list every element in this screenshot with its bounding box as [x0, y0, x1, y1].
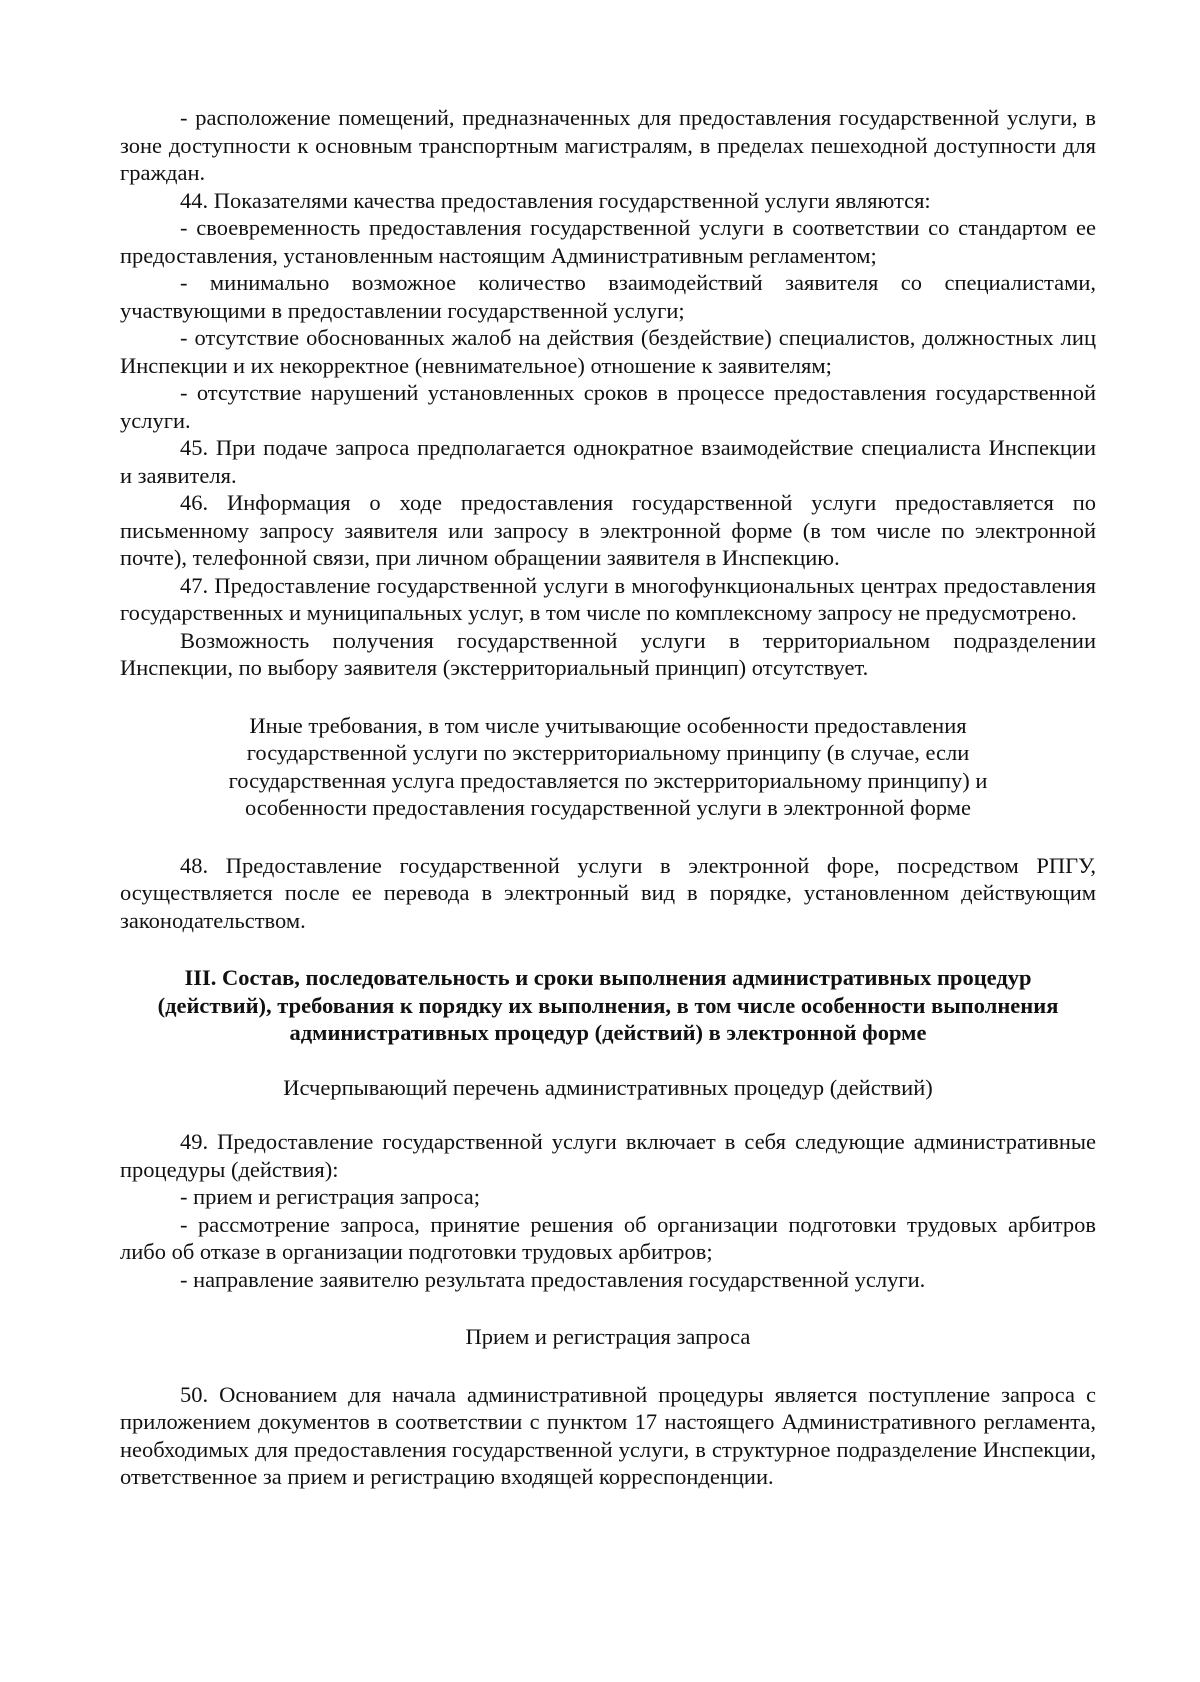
spacer	[120, 1351, 1096, 1381]
section-heading-line: III. Состав, последовательность и сроки выполнения административных процедур	[184, 965, 1032, 990]
spacer	[120, 934, 1096, 964]
spacer	[120, 1047, 1096, 1074]
paragraph: - прием и регистрация запроса;	[180, 1184, 481, 1209]
paragraph: - отсутствие нарушений установленных сроков в процессе предоставления государственной услуги.	[120, 380, 1096, 433]
subheading-other-requirements	[120, 712, 1096, 822]
subheading-line: особенности предоставления государственной услуги в электронной форме	[245, 795, 971, 820]
paragraph: - своевременность предоставления государственной услуги в соответствии со стандартом ее предоставления, установленным настоящим Административным регламентом;	[120, 215, 1096, 268]
section-heading-line: (действий), требования к порядку их выполнения, в том числе особенности выполнения	[157, 992, 1059, 1018]
subheading-line: государственной услуги по экстерриториальному принципу (в случае, если	[246, 740, 970, 765]
paragraph: 49. Предоставление государственной услуги включает в себя следующие административные процедуры (действия):	[120, 1129, 1096, 1182]
paragraph: - направление заявителю результата предоставления государственной услуги.	[180, 1266, 926, 1292]
paragraph: - отсутствие обоснованных жалоб на действия (бездействие) специалистов, должностных лиц Инспекции и их некорректное (невнимательное) отношение к заявителям;	[120, 325, 1096, 378]
subheading-procedures-list: Исчерпывающий перечень административных процедур (действий)	[283, 1074, 933, 1100]
paragraph: 46. Информация о ходе предоставления государственной услуги предоставляется по письменному запросу заявителя или запросу в электронной форме (в том числе по электронной почте), телефонной связи, при личном обращении заявителя в Инспекцию.	[120, 490, 1096, 570]
paragraph: - расположение помещений, предназначенных для предоставления государственной услуги, в зоне доступности к основным транспортным магистралям, в пределах пешеходной доступности для граждан.	[120, 105, 1096, 185]
section-heading-line: административных процедур (действий) в электронной форме	[289, 1020, 927, 1045]
paragraph: 44. Показателями качества предоставления государственной услуги являются:	[180, 187, 931, 213]
subheading-reception: Прием и регистрация запроса	[465, 1324, 751, 1349]
subheading-line: Иные требования, в том числе учитывающие особенности предоставления	[249, 712, 967, 738]
paragraph: Возможность получения государственной услуги в территориальном подразделении Инспекции, по выбору заявителя (экстерриториальный принцип) отсутствует.	[120, 627, 1096, 680]
spacer	[120, 1293, 1096, 1323]
subheading-line: государственная услуга предоставляется по экстерриториальному принципу) и	[228, 767, 988, 793]
paragraph-50: 50. Основанием для начала административной процедуры является поступление запроса с приложением документов в соответствии с пунктом 17 настоящего Административного регламента, необходимых для предоставления государственной услуги, в структурное подразделение Инспекции, ответственное за прием и регистрацию входящей корреспонденции.	[120, 1381, 1096, 1489]
paragraph: 47. Предоставление государственной услуги в многофункциональных центрах предоставления государственных и муниципальных услуг, в том числе по комплексному запросу не предусмотрено.	[120, 572, 1096, 625]
paragraph: - минимально возможное количество взаимодействий заявителя со специалистами, участвующими в предоставлении государственной услуги;	[120, 270, 1096, 323]
spacer	[120, 822, 1096, 852]
section-heading-iii	[120, 964, 1096, 1047]
spacer	[120, 682, 1096, 712]
paragraph: 45. При подаче запроса предполагается однократное взаимодействие специалиста Инспекции и заявителя.	[120, 435, 1096, 488]
paragraph: - рассмотрение запроса, принятие решения об организации подготовки трудовых арбитров либо об отказе в организации подготовки трудовых арбитров;	[120, 1211, 1096, 1264]
paragraph-48: 48. Предоставление государственной услуги в электронной форе, посредством РПГУ, осуществляется после ее перевода в электронный вид в порядке, установленном действующим законодательством.	[120, 852, 1096, 933]
spacer	[120, 1101, 1096, 1128]
